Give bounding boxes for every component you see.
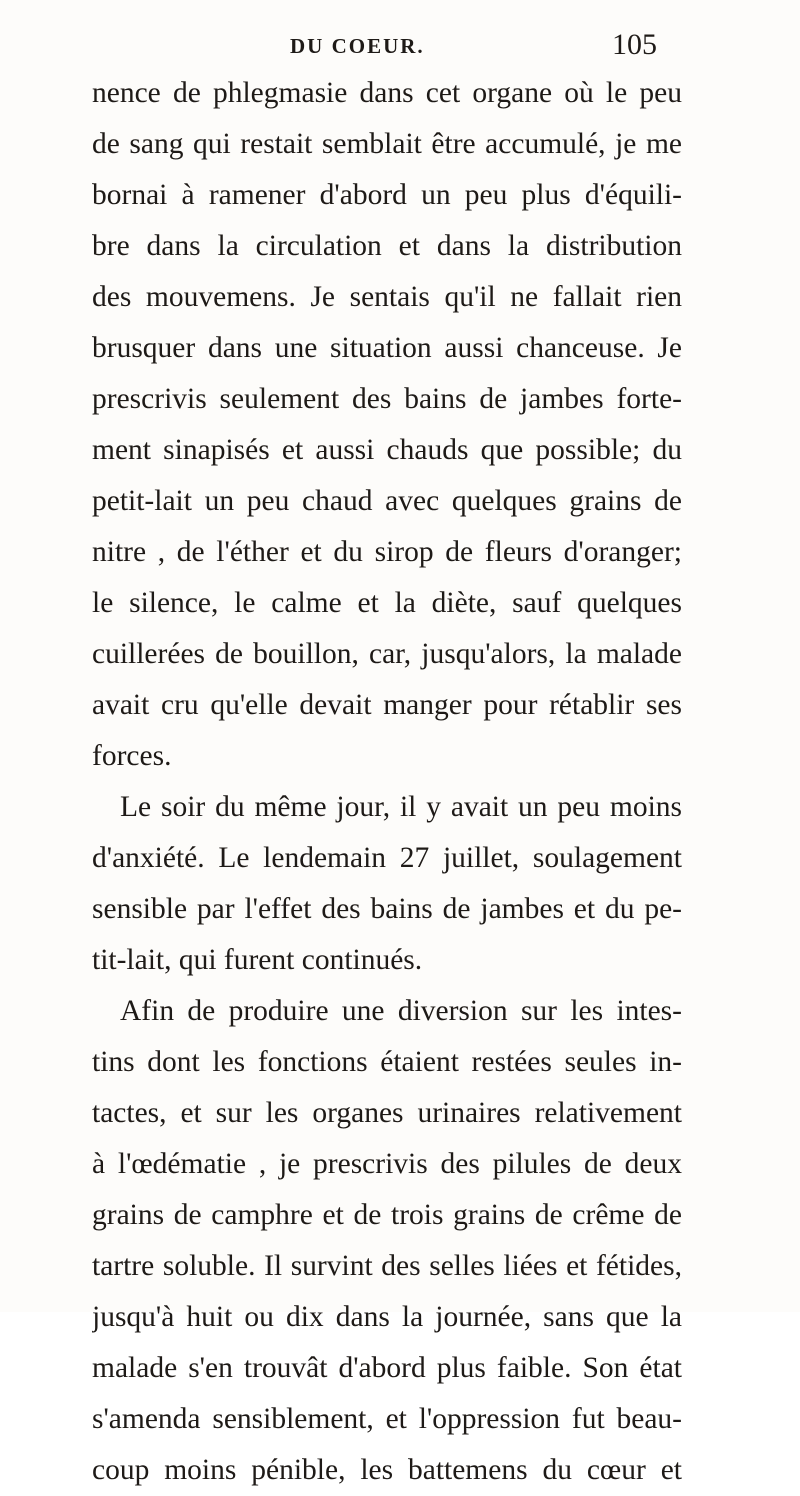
text-line: des mouvemens. Je sentais qu'il ne fallait rien bbox=[92, 281, 682, 313]
body-text bbox=[92, 68, 682, 1496]
text-line: jusqu'à huit ou dix dans la journée, sans que la bbox=[92, 1301, 682, 1333]
text-line: petit-lait un peu chaud avec quelques grains de bbox=[92, 485, 682, 517]
text-line: nence de phlegmasie dans cet organe où le peu bbox=[92, 77, 682, 109]
text-line: brusquer dans une situation aussi chanceuse. Je bbox=[92, 332, 682, 364]
text-line: s'amenda sensiblement, et l'oppression fut beau- bbox=[92, 1403, 682, 1435]
text-line: cuillerées de bouillon, car, jusqu'alors, la malade bbox=[92, 638, 682, 670]
text-line: d'anxiété. Le lendemain 27 juillet, soulagement bbox=[92, 842, 682, 874]
text-line: grains de camphre et de trois grains de crême de bbox=[92, 1199, 682, 1231]
text-line: bornai à ramener d'abord un peu plus d'équili- bbox=[92, 179, 682, 211]
text-line: tartre soluble. Il survint des selles liées et fétides, bbox=[92, 1250, 682, 1282]
text-line: le silence, le calme et la diète, sauf quelques bbox=[92, 587, 682, 619]
text-line: tins dont les fonctions étaient restées seules in- bbox=[92, 1046, 682, 1078]
text-line: ment sinapisés et aussi chauds que possible; du bbox=[92, 434, 682, 466]
text-line: malade s'en trouvât d'abord plus faible. Son état bbox=[92, 1352, 682, 1384]
text-line: de sang qui restait semblait être accumulé, je me bbox=[92, 128, 682, 160]
page-number: 105 bbox=[612, 28, 657, 61]
text-line: sensible par l'effet des bains de jambes et du pe- bbox=[92, 893, 682, 925]
text-line: prescrivis seulement des bains de jambes forte- bbox=[92, 383, 682, 415]
text-line: avait cru qu'elle devait manger pour rétablir ses bbox=[92, 689, 682, 721]
text-line: nitre , de l'éther et du sirop de fleurs d'oranger; bbox=[92, 536, 682, 568]
running-head: DU COEUR. bbox=[290, 34, 425, 58]
text-line: bre dans la circulation et dans la distribution bbox=[92, 230, 682, 262]
text-line: à l'œdématie , je prescrivis des pilules de deux bbox=[92, 1148, 682, 1180]
text-line: coup moins pénible, les battemens du cœur et bbox=[92, 1454, 682, 1486]
text-line: tactes, et sur les organes urinaires relativement bbox=[92, 1097, 682, 1129]
text-line: tit-lait, qui furent continués. bbox=[92, 944, 423, 976]
text-line: Le soir du même jour, il y avait un peu moins bbox=[120, 791, 682, 823]
text-line: forces. bbox=[92, 740, 172, 772]
text-line: Afin de produire une diversion sur les intes- bbox=[120, 995, 682, 1027]
